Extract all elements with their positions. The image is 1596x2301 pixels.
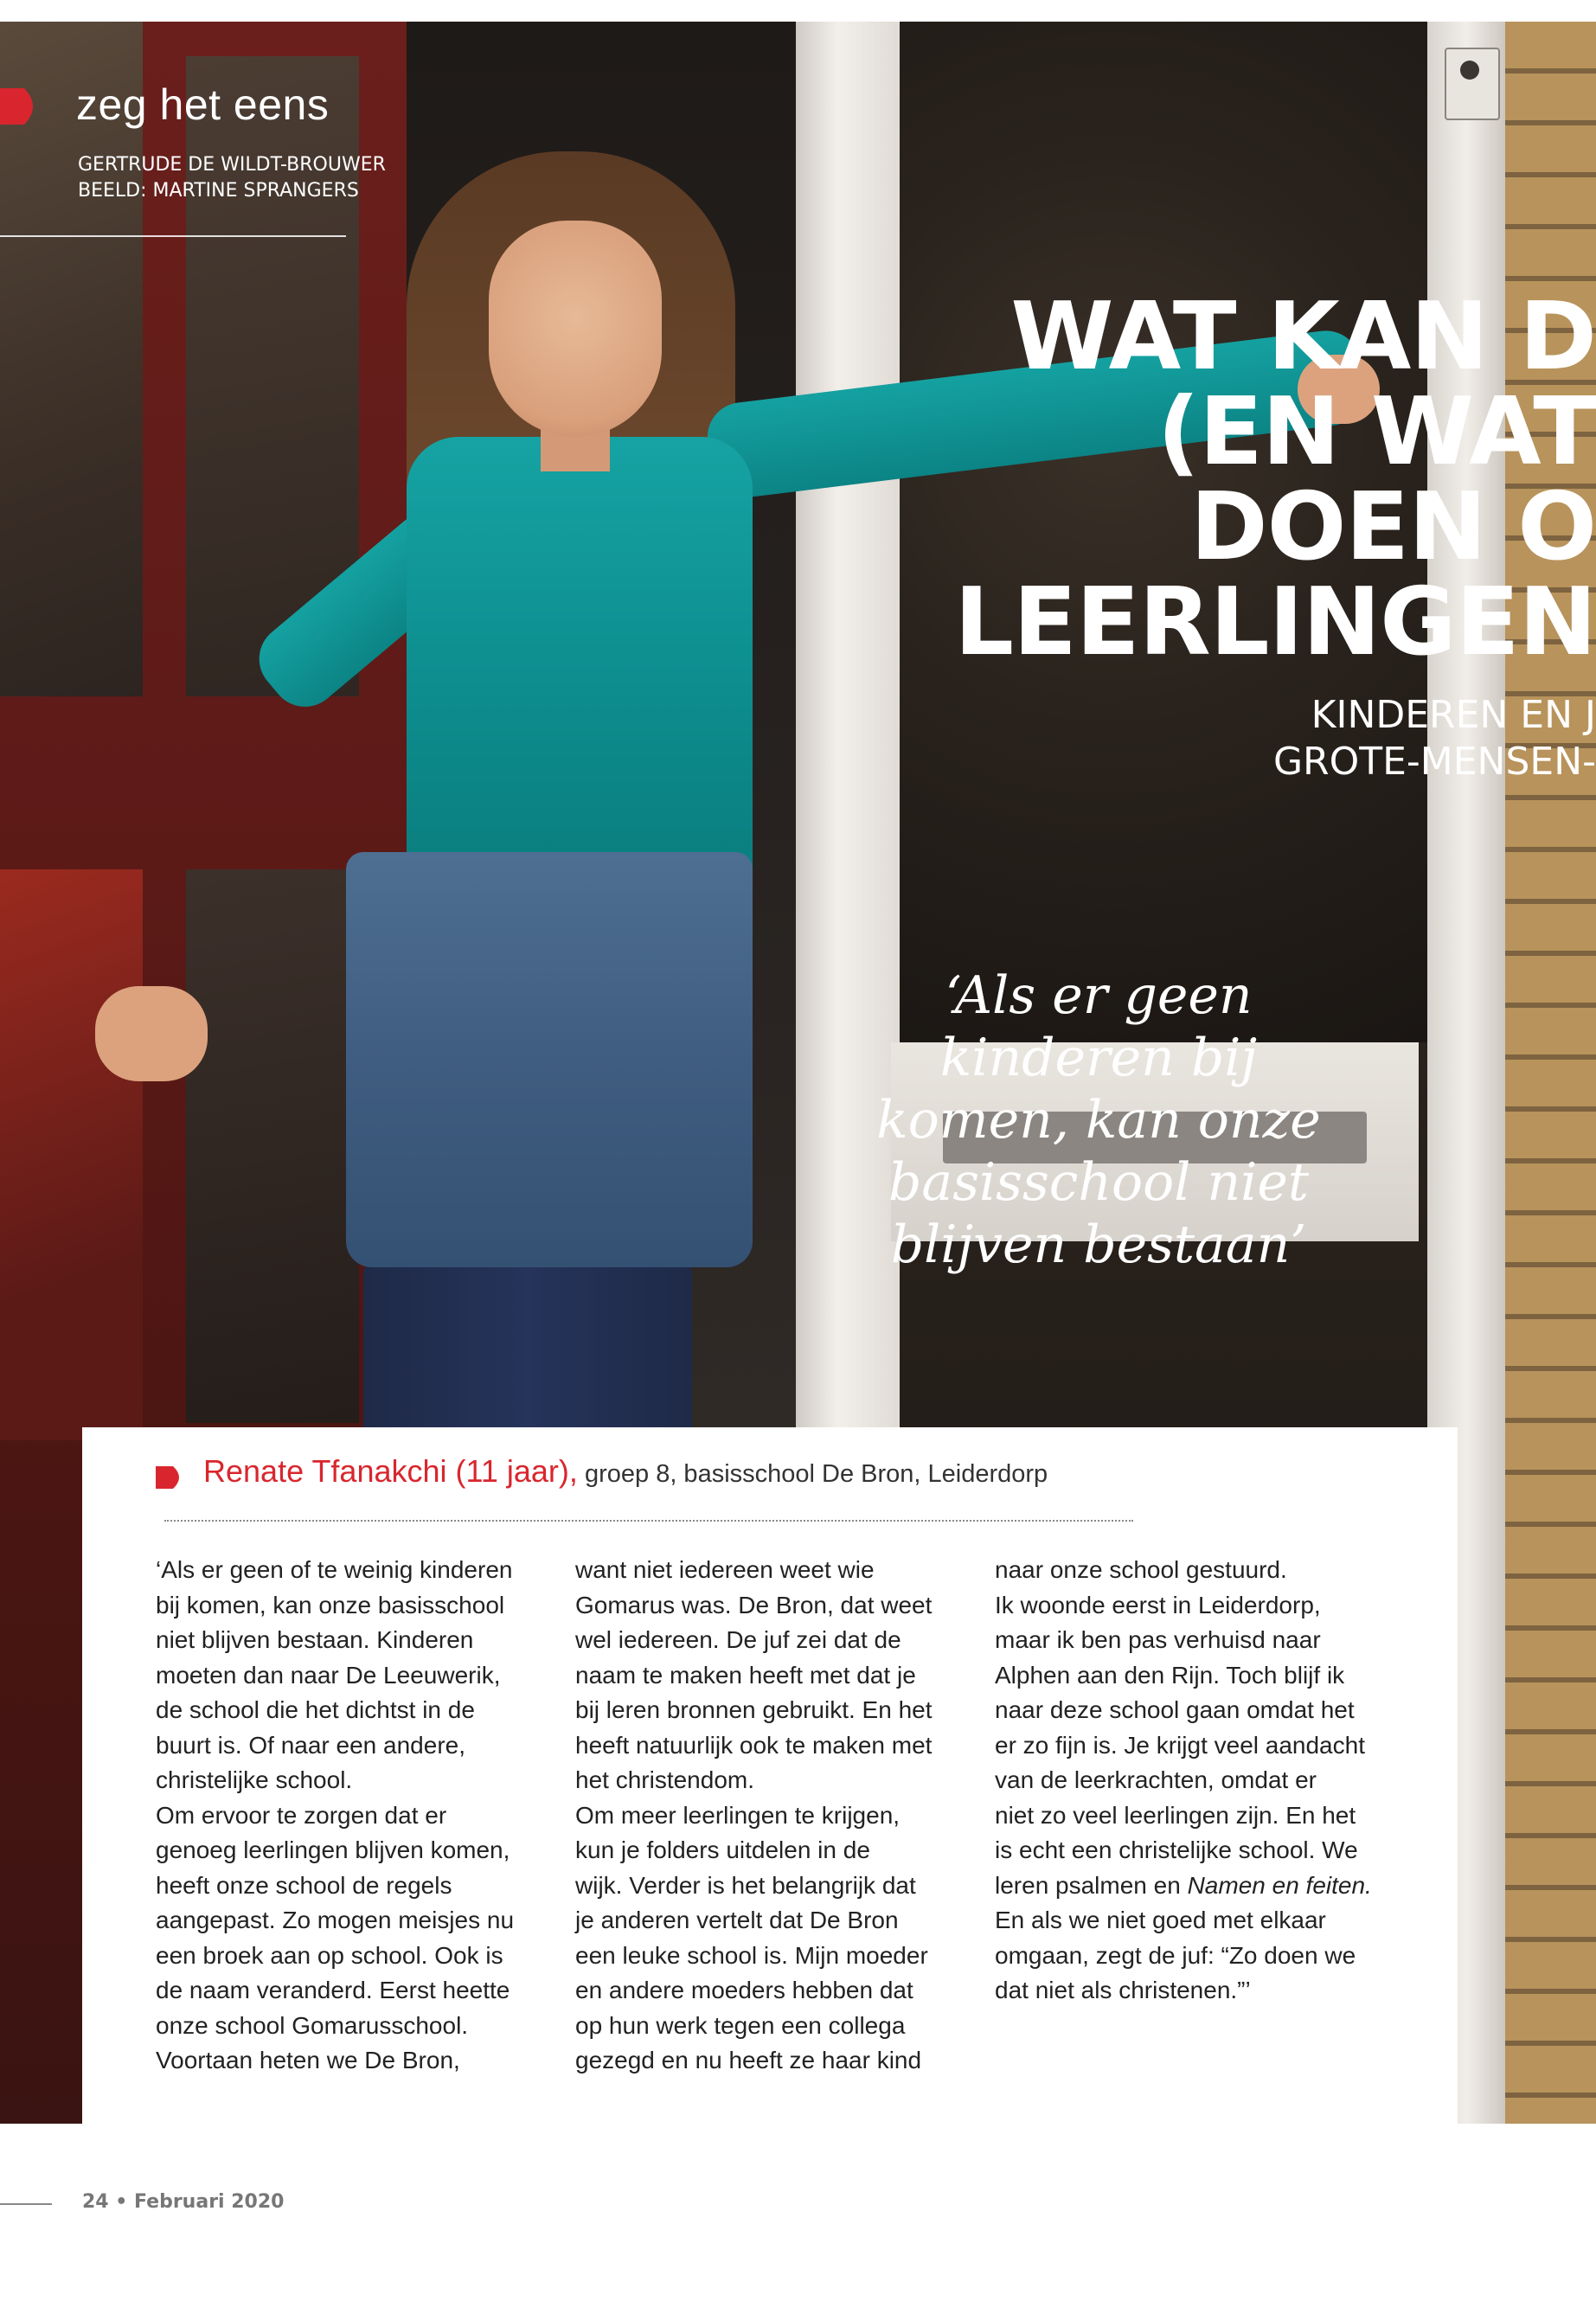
- text-line: [995, 1868, 1384, 1904]
- text-line: naam te maken heeft met dat je: [575, 1661, 916, 1689]
- text-line: een broek aan op school. Ook is: [156, 1941, 503, 1969]
- text-line: Om meer leerlingen te krijgen,: [575, 1801, 901, 1829]
- text-line: een leuke school is. Mijn moeder: [575, 1941, 928, 1969]
- text-fragment: leren psalmen en: [995, 1871, 1188, 1899]
- text-column-1: [156, 1553, 545, 2079]
- text-line: naar deze school gaan omdat het: [995, 1696, 1355, 1723]
- subtitle-line: KINDEREN EN J: [1311, 693, 1596, 737]
- pull-quote: [830, 965, 1367, 1276]
- text-line: Om ervoor te zorgen dat er: [156, 1801, 447, 1829]
- text-line: ‘Als er geen of te weinig kinderen: [156, 1556, 513, 1583]
- text-line: bij komen, kan onze basisschool: [156, 1591, 505, 1618]
- text-line: omgaan, zegt de juf: “Zo doen we: [995, 1941, 1356, 1969]
- title-line: WAT KAN D: [1010, 283, 1596, 391]
- doorbell-button: [1460, 61, 1479, 80]
- quote-line: komen, kan onze: [876, 1090, 1321, 1150]
- text-line: onze school Gomarusschool.: [156, 2011, 469, 2039]
- text-line: heeft onze school de regels: [156, 1871, 452, 1899]
- text-line: gezegd en nu heeft ze haar kind: [575, 2047, 922, 2073]
- text-line: Alphen aan den Rijn. Toch blijf ik: [995, 1661, 1345, 1689]
- text-line: naar onze school gestuurd.: [995, 1556, 1287, 1583]
- text-line: dat niet als christenen.”’: [995, 1977, 1251, 2003]
- text-line: van de leerkrachten, omdat er: [995, 1766, 1317, 1793]
- text-line: bij leren bronnen gebruikt. En het: [575, 1696, 933, 1723]
- text-line: aangepast. Zo mogen meisjes nu: [156, 1907, 515, 1933]
- page-footer: [82, 2191, 284, 2213]
- subtitle-line: GROTE-MENSEN-: [1272, 740, 1596, 784]
- issue-date: Februari 2020: [134, 2191, 285, 2213]
- text-line: niet blijven bestaan. Kinderen: [156, 1626, 474, 1653]
- doorbell: [1445, 48, 1500, 120]
- text-line: Gomarus was. De Bron, dat weet: [575, 1591, 933, 1618]
- text-line: Voortaan heten we De Bron,: [156, 2047, 460, 2073]
- header-divider: [0, 235, 346, 237]
- interviewee-name: Renate Tfanakchi (11 jaar),: [203, 1453, 578, 1489]
- quote-line: kinderen bij: [939, 1028, 1258, 1088]
- article-subtitle: [558, 692, 1596, 785]
- text-line: Ik woonde eerst in Leiderdorp,: [995, 1591, 1321, 1618]
- text-line: de school die het dichtst in de: [156, 1696, 475, 1723]
- byline: [203, 1453, 1048, 1490]
- title-line: DOEN O: [1189, 473, 1596, 581]
- text-line: op hun werk tegen een collega: [575, 2011, 906, 2039]
- text-line: en andere moeders hebben dat: [575, 1977, 913, 2003]
- text-line: En als we niet goed met elkaar: [995, 1907, 1326, 1933]
- text-line: maar ik ben pas verhuisd naar: [995, 1626, 1321, 1653]
- girl-skirt: [346, 852, 753, 1267]
- quote-line: basisschool niet: [888, 1152, 1309, 1213]
- text-line: genoeg leerlingen blijven komen,: [156, 1836, 510, 1863]
- footer-divider: [0, 2203, 52, 2205]
- text-line: buurt is. Of naar een andere,: [156, 1731, 465, 1759]
- section-label: zeg het eens: [76, 80, 330, 129]
- author-credit: GERTRUDE DE WILDT-BROUWER: [78, 154, 386, 176]
- photo-credit: BEELD: MARTINE SPRANGERS: [78, 180, 359, 202]
- italic-title: Namen en feiten.: [1187, 1871, 1372, 1899]
- text-line: christelijke school.: [156, 1766, 353, 1793]
- text-column-3: [995, 1553, 1384, 2009]
- text-line: je anderen vertelt dat De Bron: [575, 1907, 899, 1933]
- title-line: (EN WAT: [1157, 378, 1596, 486]
- section-marker-icon: [0, 85, 43, 128]
- text-line: de naam veranderd. Eerst heette: [156, 1977, 510, 2003]
- page-number: 24: [82, 2191, 109, 2213]
- text-line: er zo fijn is. Je krijgt veel aandacht: [995, 1731, 1365, 1759]
- article-card: [82, 1427, 1458, 2128]
- quote-line: blijven bestaan’: [890, 1215, 1307, 1275]
- interviewee-details: groep 8, basisschool De Bron, Leiderdorp: [577, 1460, 1048, 1488]
- byline-marker-icon: [156, 1464, 187, 1491]
- girl-left-hand: [95, 986, 208, 1081]
- text-line: kun je folders uitdelen in de: [575, 1836, 870, 1863]
- credits: [78, 152, 386, 204]
- text-line: heeft natuurlijk ook te maken met: [575, 1731, 933, 1759]
- byline-divider: [164, 1520, 1133, 1522]
- article-title: [385, 283, 1596, 676]
- footer-separator: •: [115, 2191, 128, 2213]
- text-column-2: [575, 1553, 965, 2079]
- text-line: is echt een christelijke school. We: [995, 1836, 1358, 1863]
- text-line: wijk. Verder is het belangrijk dat: [575, 1871, 916, 1899]
- text-line: moeten dan naar De Leeuwerik,: [156, 1661, 501, 1689]
- text-line: niet zo veel leerlingen zijn. En het: [995, 1801, 1356, 1829]
- title-line: LEERLINGEN: [954, 568, 1596, 676]
- text-line: het christendom.: [575, 1766, 754, 1793]
- text-line: want niet iedereen weet wie: [575, 1556, 875, 1583]
- quote-line: ‘Als er geen: [945, 965, 1253, 1026]
- text-line: wel iedereen. De juf zei dat de: [575, 1626, 901, 1653]
